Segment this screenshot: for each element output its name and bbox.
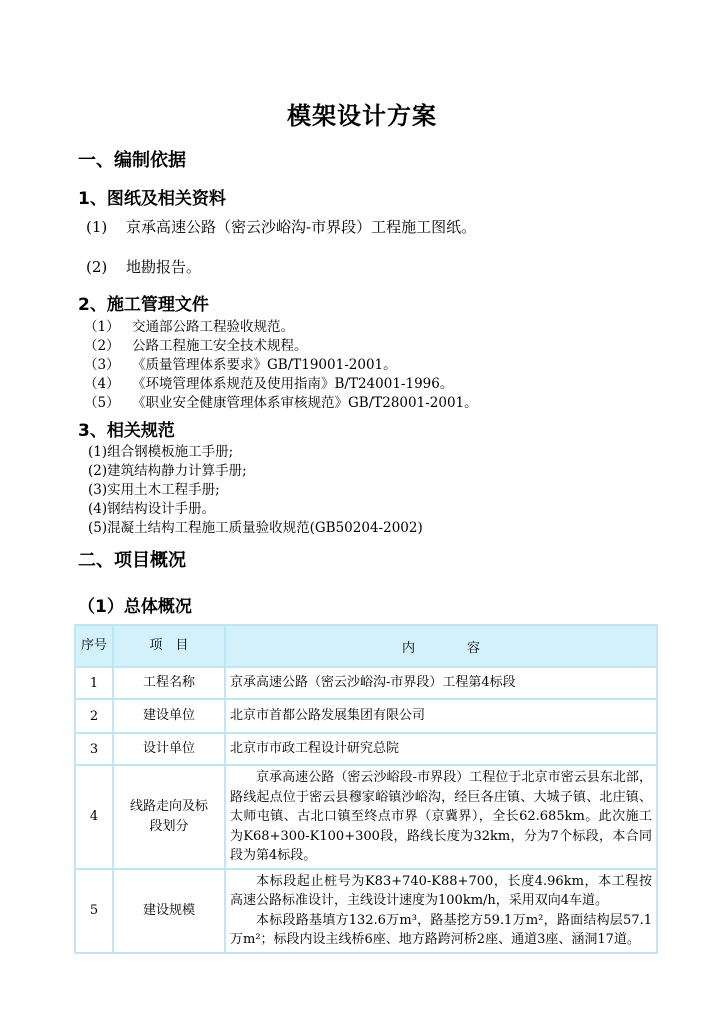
list-item — [84, 315, 294, 335]
item-text: 公路工程施工安全技术规程。 — [132, 338, 308, 354]
subsection-heading-management: 2、施工管理文件 — [78, 295, 209, 315]
row-no: 3 — [75, 733, 113, 765]
header-no: 序号 — [75, 625, 113, 667]
item-number: （1） — [84, 319, 120, 335]
list-item: (4)钢结构设计手册。 — [88, 501, 216, 517]
header-content: 内 容 — [225, 625, 657, 667]
table-row — [75, 733, 657, 765]
item-text: 京承高速公路（密云沙峪沟-市界段）工程施工图纸。 — [126, 218, 477, 236]
row-no: 1 — [75, 667, 113, 699]
item-text: 交通部公路工程验收规范。 — [132, 319, 294, 335]
item-number: （4） — [84, 376, 120, 392]
subsection-heading-standards: 3、相关规范 — [78, 421, 175, 441]
row-content: 北京市市政工程设计研究总院 — [225, 733, 657, 765]
row-no: 4 — [75, 765, 113, 869]
table-row — [75, 667, 657, 699]
row-content: 北京市首都公路发展集团有限公司 — [225, 699, 657, 733]
row-item: 线路走向及标段划分 — [113, 765, 225, 869]
row-content: 京承高速公路（密云沙峪段-市界段）工程位于北京市密云县东北部，路线起点位于密云县穆家峪镇沙峪沟，经巨各庄镇、大城子镇、北庄镇、太师屯镇、古北口镇至终点市界（京冀界），全长62.685km。此次施工为K68+300-K100+300段，路线长度为32km，分为7个标段，本合同段为第4标段。 — [225, 765, 657, 869]
list-item: (2)建筑结构静力计算手册; — [88, 463, 247, 479]
table-header-row — [75, 625, 657, 667]
row-content: 京承高速公路（密云沙峪沟-市界段）工程第4标段 — [225, 667, 657, 699]
item-number: （3） — [84, 357, 120, 373]
section-heading-overview: 二、项目概况 — [78, 550, 186, 571]
row-no: 5 — [75, 869, 113, 953]
overview-table — [74, 624, 658, 954]
list-item: (1)组合钢模板施工手册; — [88, 444, 234, 460]
item-text: 《职业安全健康管理体系审核规范》GB/T28001-2001。 — [132, 395, 478, 411]
item-number: (2) — [86, 258, 108, 276]
list-item: (3)实用土木工程手册; — [88, 482, 220, 498]
list-item — [86, 256, 201, 277]
table-row — [75, 765, 657, 869]
subsection-heading-drawings: 1、图纸及相关资料 — [78, 189, 226, 209]
item-number: （5） — [84, 395, 120, 411]
row-no: 2 — [75, 699, 113, 733]
list-item — [86, 216, 476, 237]
list-item — [84, 372, 453, 392]
list-item — [84, 391, 478, 411]
list-item: (5)混凝土结构工程施工质量验收规范(GB50204-2002) — [88, 520, 423, 536]
row-item: 建设规模 — [113, 869, 225, 953]
table-row — [75, 869, 657, 953]
row-item: 建设单位 — [113, 699, 225, 733]
item-text: 《环境管理体系规范及使用指南》B/T24001-1996。 — [132, 376, 454, 392]
content-paragraph: 本标段路基填方132.6万m³，路基挖方59.1万m²，路面结构层57.1万m²；标段内设主线桥6座、地方路跨河桥2座、通道3座、涵洞17道。 — [230, 912, 652, 947]
row-item: 工程名称 — [113, 667, 225, 699]
list-item — [84, 334, 308, 354]
item-number: （2） — [84, 338, 120, 354]
document-title: 模架设计方案 — [287, 102, 437, 130]
subsection-heading-general: （1）总体概况 — [78, 597, 192, 617]
section-heading-basis: 一、编制依据 — [78, 150, 186, 171]
item-text: 地勘报告。 — [126, 258, 202, 276]
header-item: 项 目 — [113, 625, 225, 667]
row-content — [225, 869, 657, 953]
item-text: 《质量管理体系要求》GB/T19001-2001。 — [132, 357, 397, 373]
list-item — [84, 353, 397, 373]
item-number: (1) — [86, 218, 108, 236]
row-item: 设计单位 — [113, 733, 225, 765]
table-row — [75, 699, 657, 733]
content-paragraph: 本标段起止桩号为K83+740-K88+700，长度4.96km，本工程按高速公路标准设计，主线设计速度为100km/h，采用双向4车道。 — [230, 873, 652, 908]
